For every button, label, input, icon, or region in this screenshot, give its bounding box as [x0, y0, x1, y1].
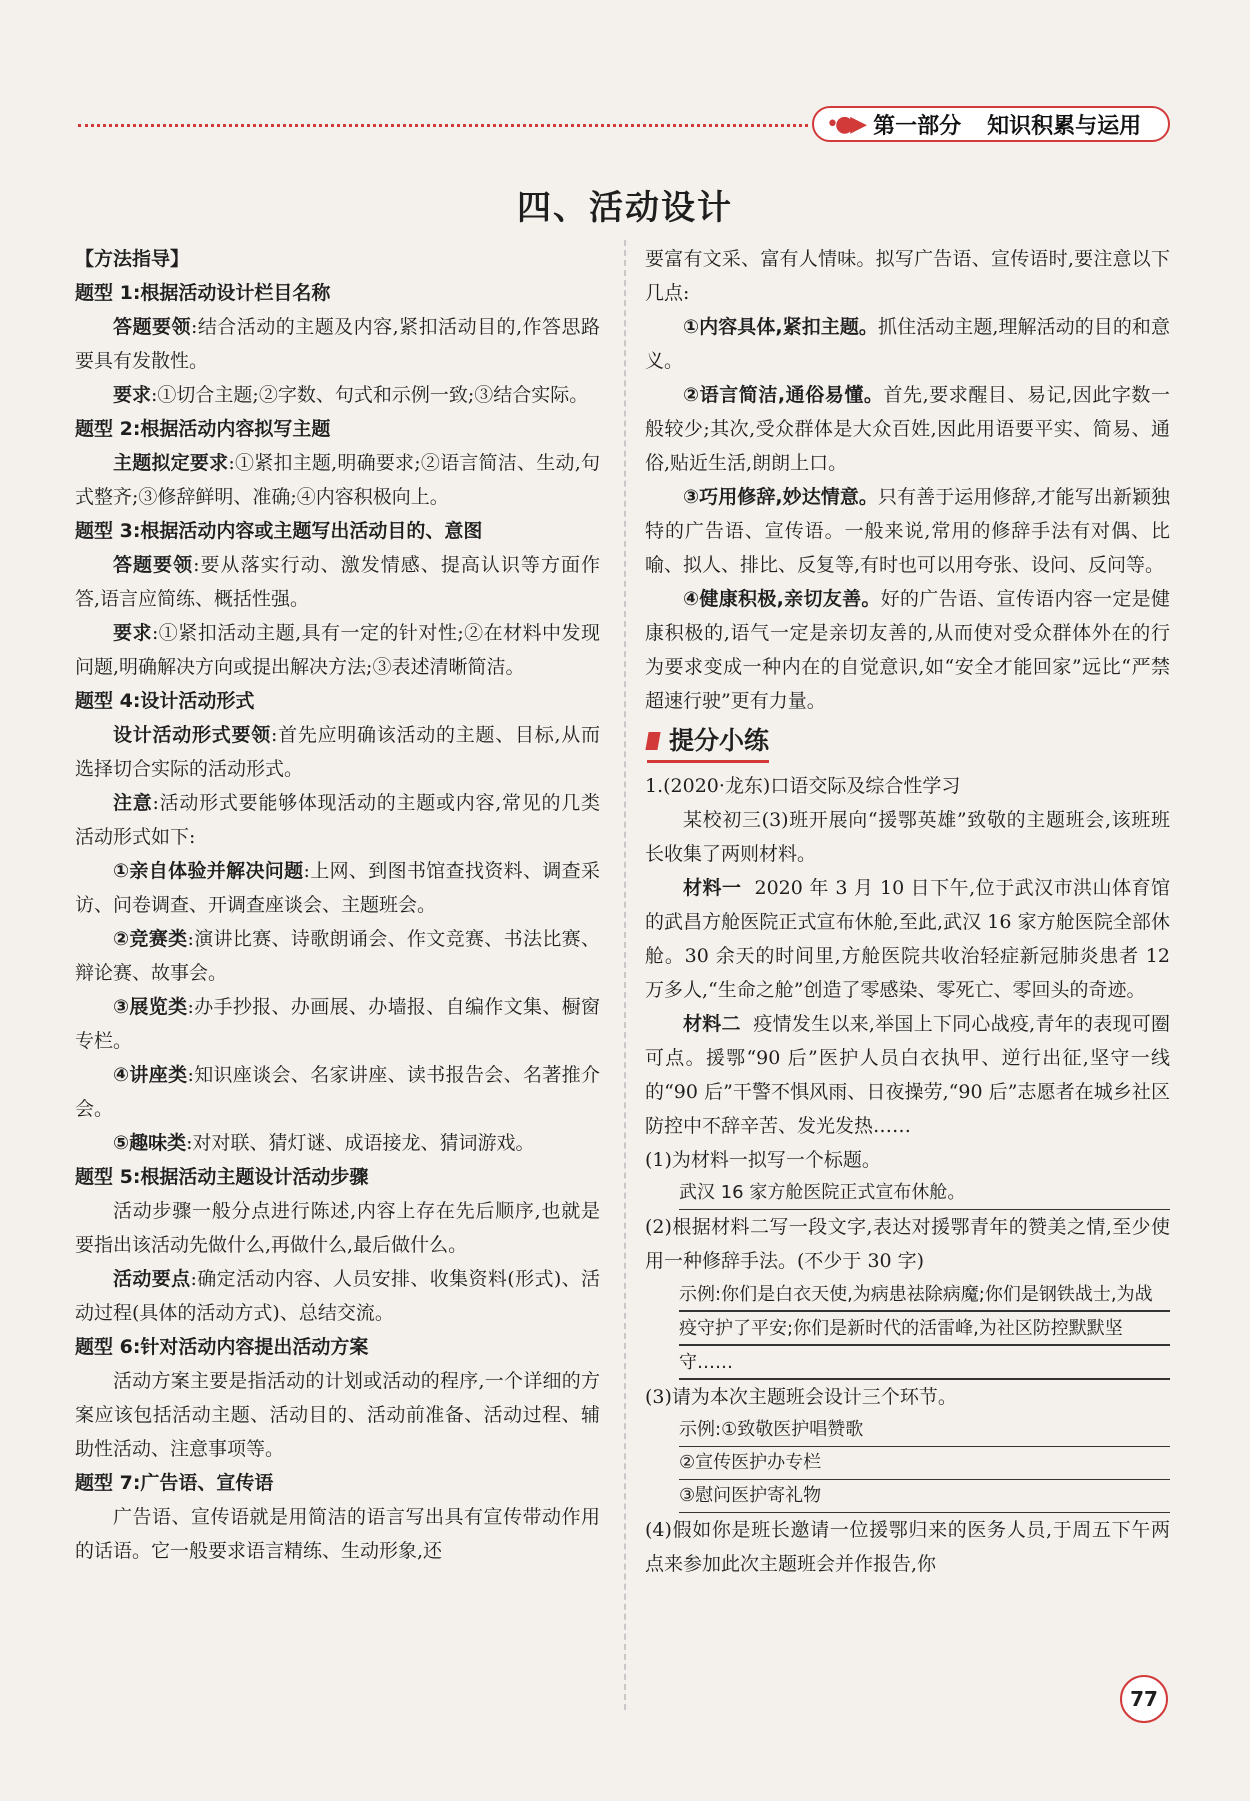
header-dotted-rule — [78, 124, 808, 127]
practice-section-title: 提分小练 — [647, 724, 769, 763]
header-part-label: 第一部分 — [873, 113, 962, 139]
type-4-item-4: ④讲座类:知识座谈会、名家讲座、读书报告会、名著推介会。 — [75, 1064, 600, 1120]
type-2-heading: 题型 2:根据活动内容拟写主题 — [75, 418, 331, 440]
type-1-para-2: 要求:①切合主题;②字数、句式和示例一致;③结合实际。 — [113, 384, 589, 406]
type-4-item-3: ③展览类:办手抄报、办画展、办墙报、自编作文集、橱窗专栏。 — [75, 996, 600, 1052]
answer-3-line-1: 示例:①致敬医护唱赞歌 — [679, 1414, 1170, 1447]
material-1: 材料一 2020 年 3 月 10 日下午,位于武汉市洪山体育馆的武昌方舱医院正式宣布休舱,至此,武汉 16 家方舱医院全部休舱。30 余天的时间里,方舱医院共收治轻症新冠肺炎患者 12 万多人,“生命之舱”创造了零感染、零死亡、零回头的奇迹。 — [645, 877, 1170, 1001]
type-4-item-1: ①亲自体验并解决问题:上网、到图书馆查找资料、调查采访、问卷调查、开调查座谈会、主题班会。 — [75, 860, 601, 916]
type-6-heading: 题型 6:针对活动内容提出活动方案 — [75, 1336, 369, 1358]
arrow-right-icon: •●▶ — [826, 111, 864, 137]
type-1-heading: 题型 1:根据活动设计栏目名称 — [75, 282, 331, 304]
tip-4: ④健康积极,亲切友善。好的广告语、宣传语内容一定是健康积极的,语气一定是亲切友善的,从而使对受众群体外在的行为要求变成一种内在的自觉意识,如“安全才能回家”远比“严禁超速行驶”更有力量。 — [645, 588, 1170, 712]
page-number: 77 — [1120, 1675, 1168, 1723]
type-1-para-1: 答题要领:结合活动的主题及内容,紧扣活动目的,作答思路要具有发散性。 — [75, 316, 600, 372]
tip-2: ②语言简洁,通俗易懂。首先,要求醒目、易记,因此字数一般较少;其次,受众群体是大众百姓,因此用语要平实、简易、通俗,贴近生活,朗朗上口。 — [645, 384, 1170, 474]
tip-1: ①内容具体,紧扣主题。抓住活动主题,理解活动的目的和意义。 — [645, 316, 1170, 372]
type-4-para-1: 设计活动形式要领:首先应明确该活动的主题、目标,从而选择切合实际的活动形式。 — [75, 724, 600, 780]
answer-1: 武汉 16 家方舱医院正式宣布休舱。 — [679, 1177, 1170, 1210]
type-4-item-2: ②竞赛类:演讲比赛、诗歌朗诵会、作文竞赛、书法比赛、辩论赛、故事会。 — [75, 928, 600, 984]
type-5-heading: 题型 5:根据活动主题设计活动步骤 — [75, 1166, 369, 1188]
material-2: 材料二 疫情发生以来,举国上下同心战疫,青年的表现可圈可点。援鄂“90 后”医护人员白衣执甲、逆行出征,坚守一线的“90 后”干警不惧风雨、日夜操劳,“90 后”志愿者在城乡社区防控中不辞辛苦、发光发热…… — [645, 1013, 1170, 1137]
question-1-intro: 某校初三(3)班开展向“援鄂英雄”致敬的主题班会,该班班长收集了两则材料。 — [645, 809, 1170, 865]
type-4-item-5: ⑤趣味类:对对联、猜灯谜、成语接龙、猜词游戏。 — [113, 1132, 535, 1154]
sub-question-3: (3)请为本次主题班会设计三个环节。 — [645, 1386, 957, 1408]
sub-question-4: (4)假如你是班长邀请一位援鄂归来的医务人员,于周五下午两点来参加此次主题班会并作报告,你 — [645, 1519, 1170, 1575]
type-2-para-1: 主题拟定要求:①紧扣主题,明确要求;②语言简洁、生动,句式整齐;③修辞鲜明、准确;④内容积极向上。 — [75, 452, 600, 508]
type-4-para-2: 注意:活动形式要能够体现活动的主题或内容,常见的几类活动形式如下: — [75, 792, 600, 848]
answer-3-line-3: ③慰问医护寄礼物 — [679, 1480, 1170, 1513]
type-3-para-1: 答题要领:要从落实行动、激发情感、提高认识等方面作答,语言应简练、概括性强。 — [75, 554, 600, 610]
header-section-badge — [812, 106, 1170, 142]
tip-3: ③巧用修辞,妙达情意。只有善于运用修辞,才能写出新颖独特的广告语、宣传语。一般来说,常用的修辞手法有对偶、比喻、拟人、排比、反复等,有时也可以用夸张、设问、反问等。 — [645, 486, 1170, 576]
header-topic-label: 知识积累与运用 — [987, 113, 1142, 139]
method-guide-tag: 【方法指导】 — [75, 248, 190, 270]
sub-question-2: (2)根据材料二写一段文字,表达对援鄂青年的赞美之情,至少使用一种修辞手法。(不少于 30 字) — [645, 1216, 1170, 1272]
page-title: 四、活动设计 — [517, 188, 733, 228]
continued-paragraph: 要富有文采、富有人情味。拟写广告语、宣传语时,要注意以下几点: — [645, 248, 1170, 304]
left-column — [75, 242, 600, 1568]
type-4-heading: 题型 4:设计活动形式 — [75, 690, 255, 712]
section-marker-icon — [645, 732, 660, 750]
right-column — [645, 242, 1170, 1581]
type-7-heading: 题型 7:广告语、宣传语 — [75, 1472, 274, 1494]
type-3-para-2: 要求:①紧扣活动主题,具有一定的针对性;②在材料中发现问题,明确解决方向或提出解决方法;③表述清晰简洁。 — [75, 622, 600, 678]
type-5-para-2: 活动要点:确定活动内容、人员安排、收集资料(形式)、活动过程(具体的活动方式)、总结交流。 — [75, 1268, 600, 1324]
type-5-para-1: 活动步骤一般分点进行陈述,内容上存在先后顺序,也就是要指出该活动先做什么,再做什么,最后做什么。 — [75, 1200, 600, 1256]
column-divider — [624, 240, 626, 1710]
answer-3-line-2: ②宣传医护办专栏 — [679, 1447, 1170, 1480]
type-6-para-1: 活动方案主要是指活动的计划或活动的程序,一个详细的方案应该包括活动主题、活动目的、活动前准备、活动过程、辅助性活动、注意事项等。 — [75, 1370, 600, 1460]
sub-question-1: (1)为材料一拟写一个标题。 — [645, 1149, 881, 1171]
type-7-para-1: 广告语、宣传语就是用简洁的语言写出具有宣传带动作用的话语。它一般要求语言精练、生动形象,还 — [75, 1506, 600, 1562]
question-1-heading: 1.(2020·龙东)口语交际及综合性学习 — [645, 775, 961, 797]
answer-2: 示例:你们是白衣天使,为病患祛除病魔;你们是钢铁战士,为战疫守护了平安;你们是新时代的活雷峰,为社区防控默默坚守…… — [679, 1278, 1170, 1380]
type-3-heading: 题型 3:根据活动内容或主题写出活动目的、意图 — [75, 520, 483, 542]
